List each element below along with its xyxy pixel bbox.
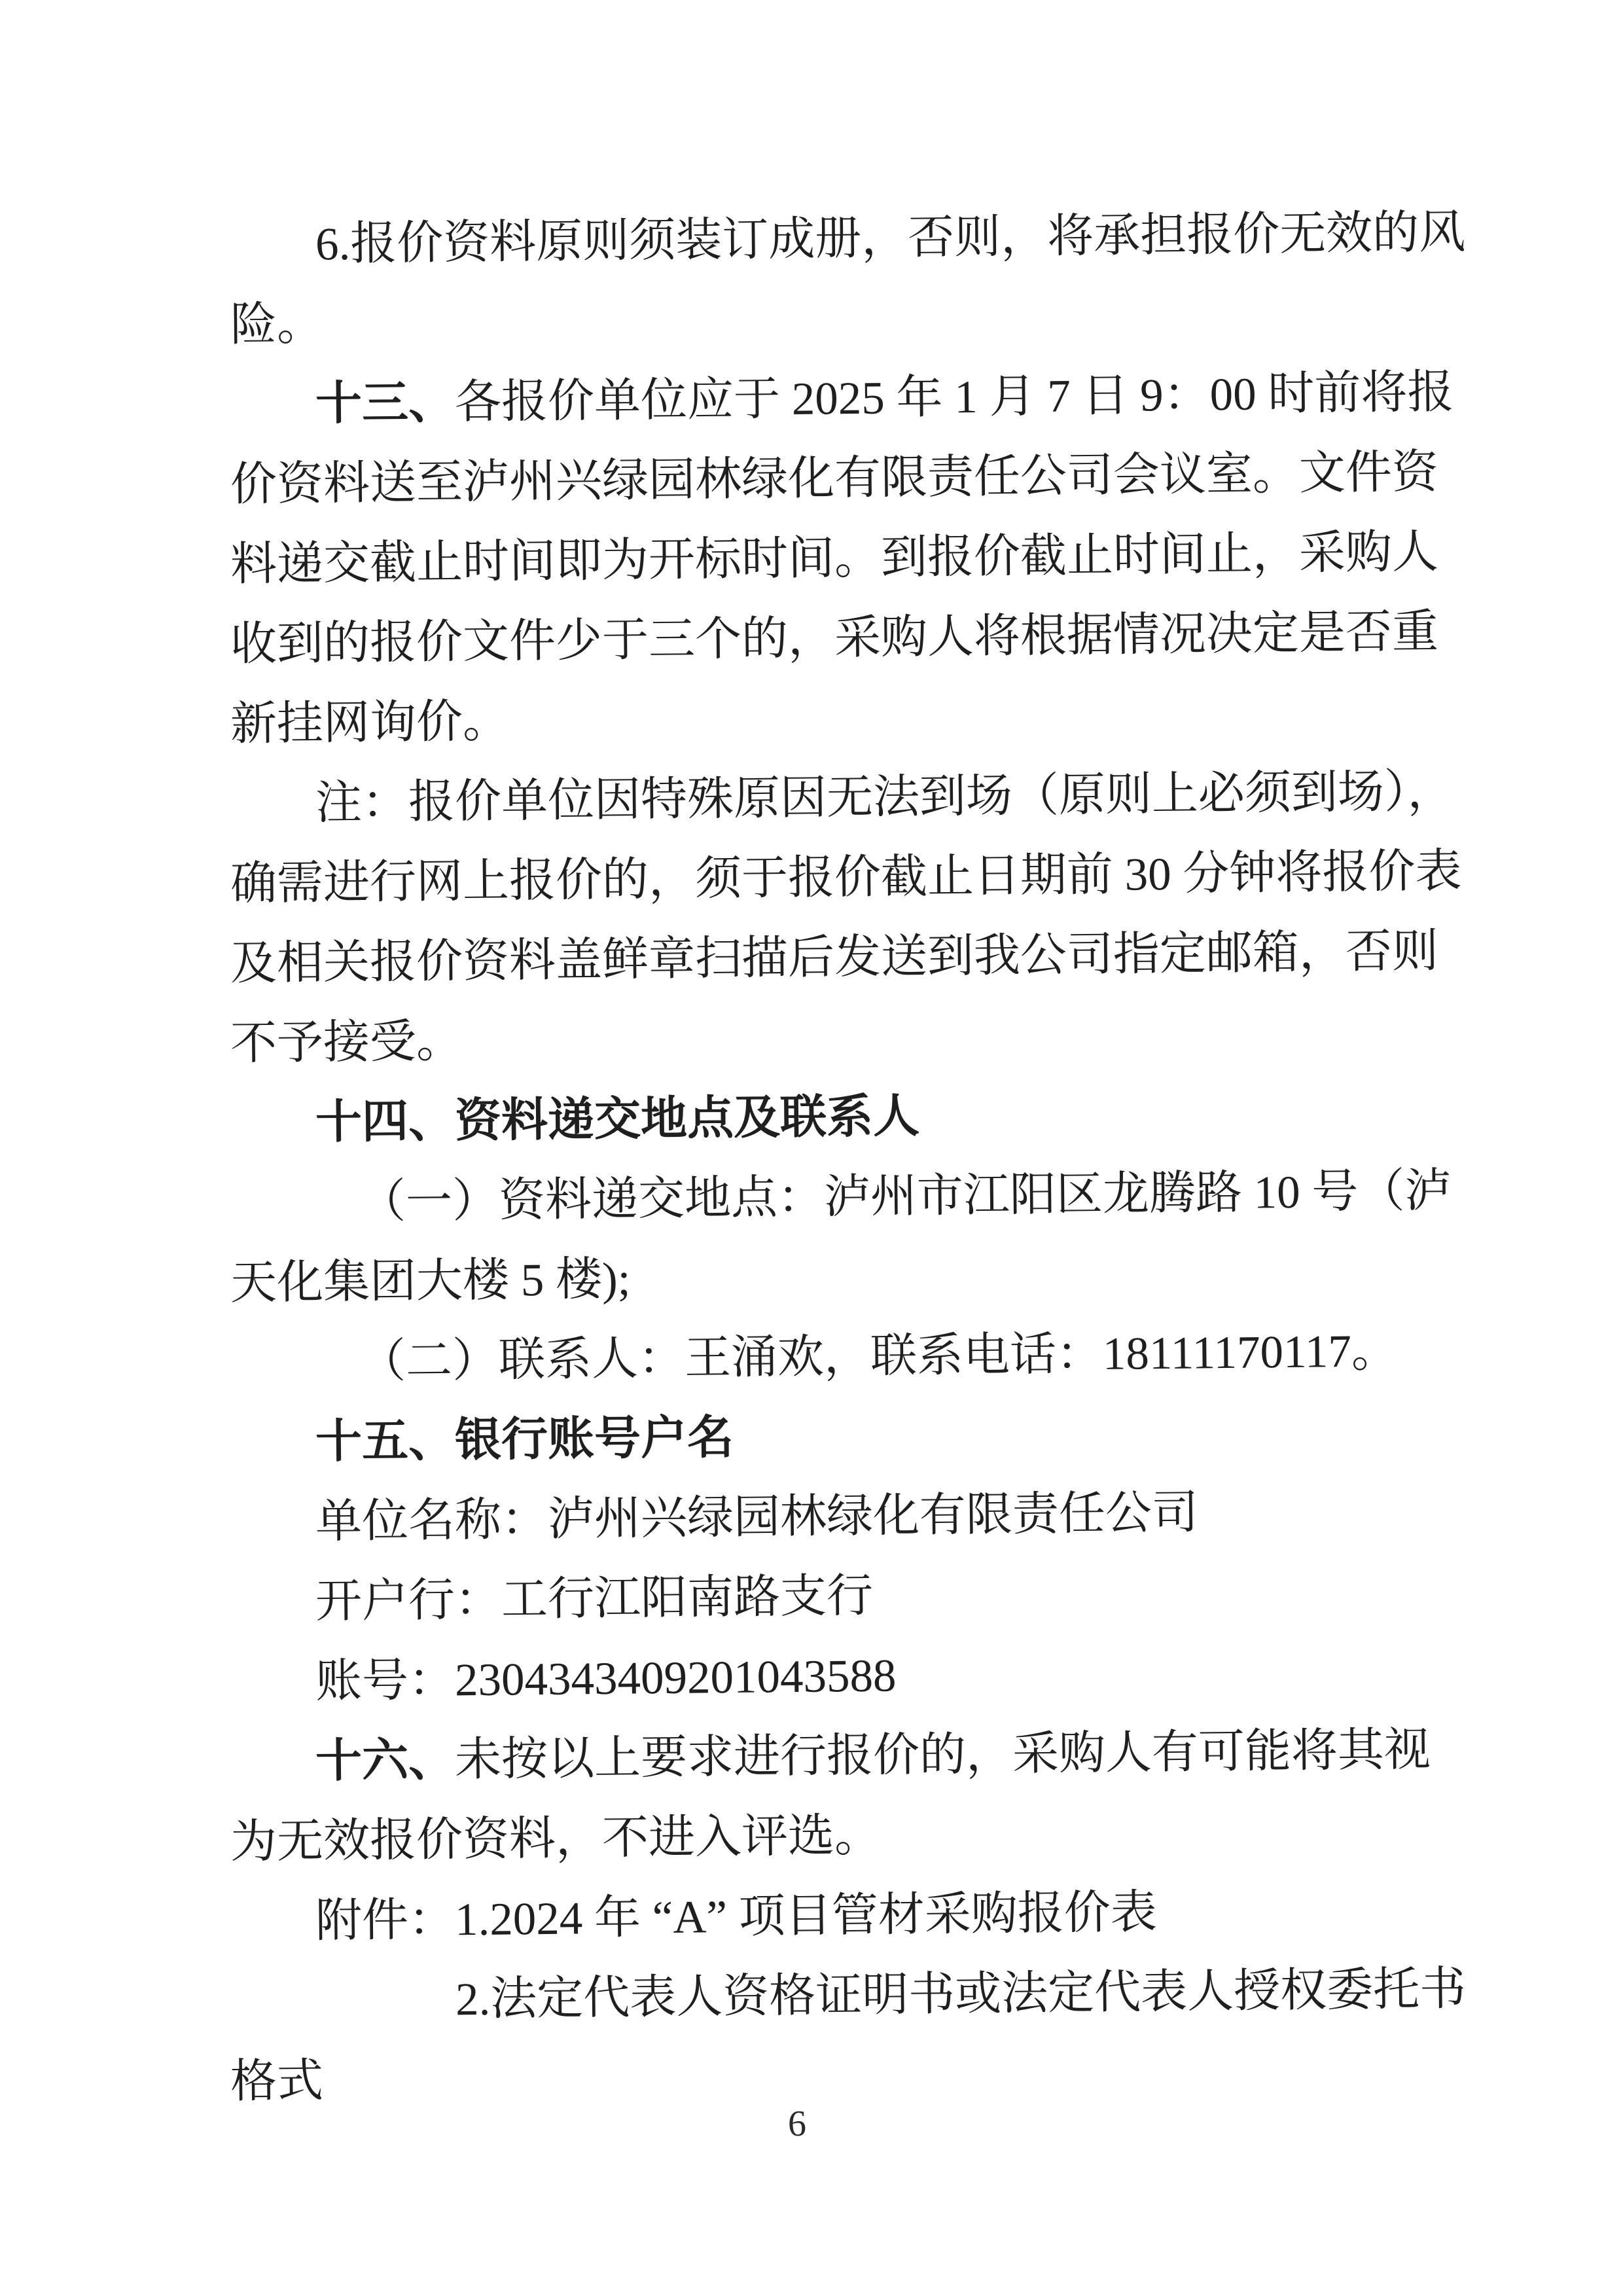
text-run: 天化集团大楼 5 楼);	[230, 1253, 631, 1309]
text-run: 为无效报价资料，不进入评选。	[230, 1810, 882, 1868]
note-line-4	[230, 992, 1408, 1084]
text-run: 价资料送至泸州兴绿园林绿化有限责任公司会议室。文件资	[230, 446, 1439, 511]
attachment-line-1	[230, 1870, 1408, 1962]
note-line-3	[230, 912, 1439, 1004]
text-run: 附件：1.2024 年 “A” 项目管材采购报价表	[315, 1887, 1158, 1947]
text-run: 确需进行网上报价的，须于报价截止日期前 30 分钟将报价表	[230, 846, 1462, 910]
section13-line-1	[230, 353, 1454, 445]
section15-heading	[230, 1391, 1408, 1483]
section13-label: 十三、	[315, 377, 455, 430]
text-run: 未按以上要求进行报价的，采购人有可能将其视	[454, 1724, 1431, 1786]
section14-item1-line-2	[230, 1231, 1408, 1323]
note-line-1	[230, 752, 1454, 844]
clause6-line-2	[230, 273, 1408, 365]
text-run: 收到的报价文件少于三个的，采购人将根据情况决定是否重	[230, 606, 1439, 670]
attachment-line-2	[230, 1950, 1467, 2042]
section14-item1-line-1	[230, 1151, 1452, 1244]
heading-text: 十四、资料递交地点及联系人	[315, 1090, 920, 1149]
text-run: 格式	[230, 2055, 324, 2108]
section14-item2	[230, 1311, 1408, 1403]
document-body	[230, 206, 1467, 2122]
text-run: 料递交截止时间即为开标时间。到报价截止时间止，采购人	[230, 526, 1439, 590]
text-run: 及相关报价资料盖鲜章扫描后发送到我公司指定邮箱，否则	[230, 925, 1439, 990]
text-run: 新挂网询价。	[230, 696, 510, 750]
text-run: 2.法定代表人资格证明书或法定代表人授权委托书	[455, 1964, 1467, 2026]
note-line-2	[230, 832, 1462, 924]
text-run: （二）联系人：王涌欢，联系电话：18111170117。	[359, 1325, 1399, 1388]
text-run: 6.报价资料原则须装订成册，否则，将承担报价无效的风	[315, 207, 1466, 270]
section15-account-number	[230, 1630, 1408, 1723]
section15-bank	[230, 1551, 1408, 1643]
heading-text: 十五、银行账号户名	[315, 1412, 734, 1468]
text-run: 开户行：工行江阳南路支行	[315, 1570, 874, 1628]
section16-label: 十六、	[315, 1734, 455, 1787]
text-run: 注：报价单位因特殊原因无法到场（原则上必须到场），	[315, 766, 1454, 829]
section14-heading	[230, 1071, 1408, 1164]
text-run: 账号：2304343409201043588	[315, 1650, 897, 1708]
clause6-line-1	[230, 193, 1466, 285]
text-run: 单位名称：泸州兴绿园林绿化有限责任公司	[315, 1487, 1199, 1548]
text-run: 各报价单位应于 2025 年 1 月 7 日 9：00 时前将报	[454, 367, 1454, 429]
section13-line-2	[230, 433, 1439, 525]
section15-company-name	[230, 1471, 1408, 1563]
section16-line-2	[230, 1790, 1408, 1882]
text-run: 不予接受。	[230, 1016, 463, 1069]
page-number: 6	[788, 2104, 806, 2144]
section13-line-3	[230, 512, 1439, 605]
section13-line-5	[230, 672, 1408, 764]
section16-line-1	[230, 1710, 1431, 1803]
text-run: 险。	[230, 298, 324, 351]
text-run: （一）资料递交地点：泸州市江阳区龙腾路 10 号（泸	[359, 1165, 1452, 1228]
section13-line-4	[230, 592, 1439, 685]
